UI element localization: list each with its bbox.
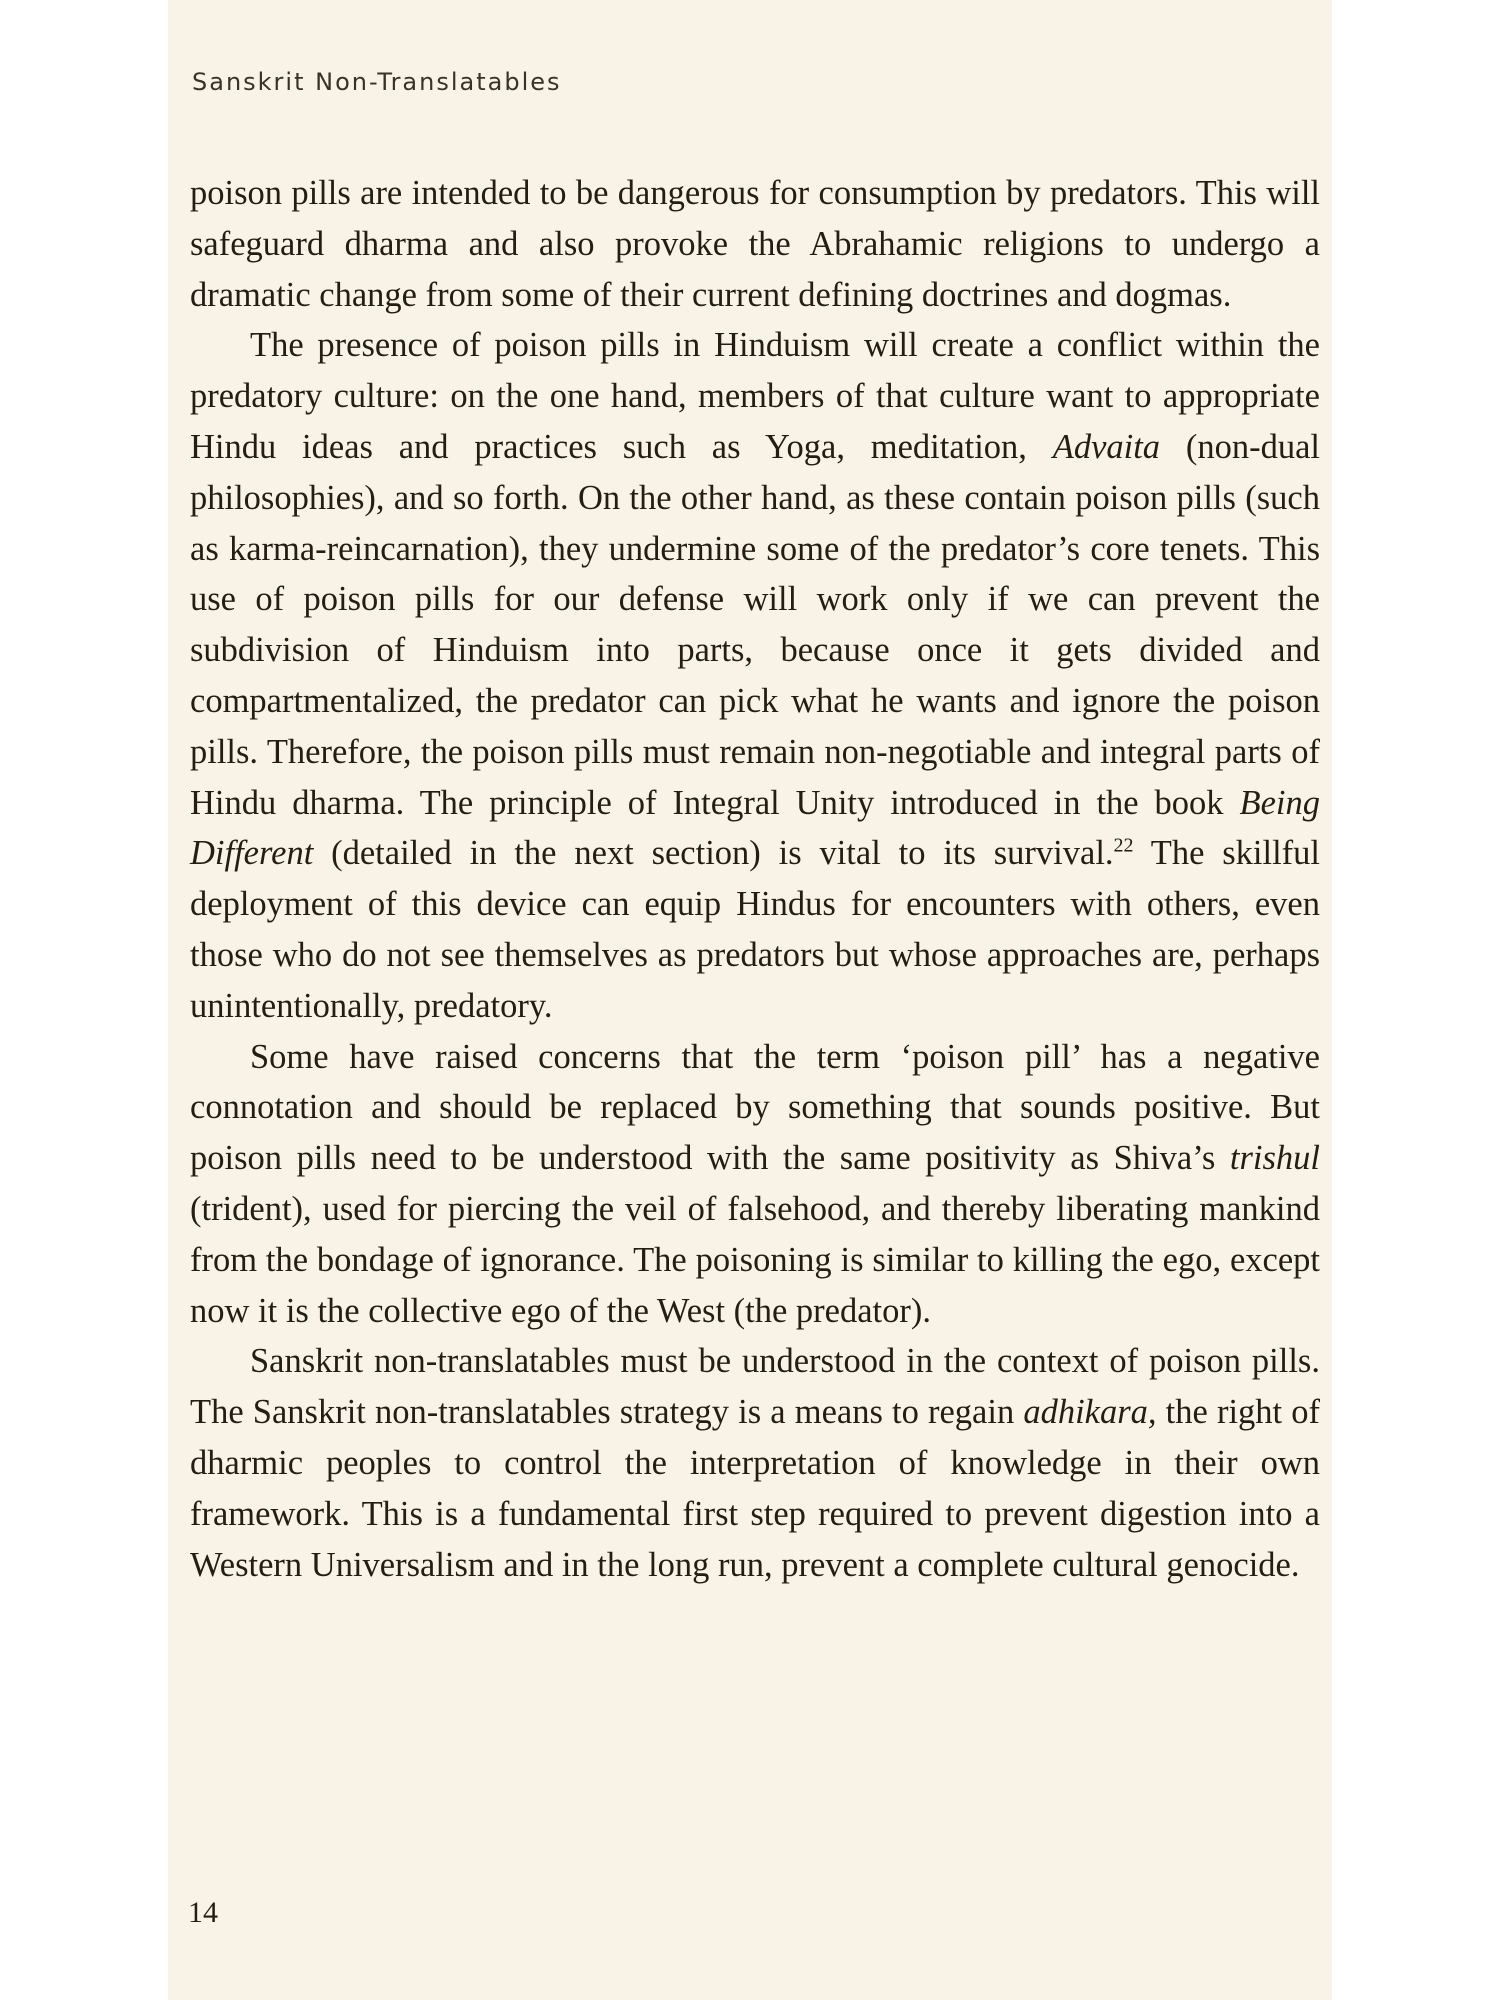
- paragraph-text: Some have raised concerns that the term ‘poison pill’ has a negative connotation and should be replaced by something that sounds positive. But poison pills need to be understood with the same positivity as Shiva’s: [190, 1037, 1320, 1178]
- paragraph-1: [190, 168, 1320, 320]
- paragraph-text: poison pills are intended to be dangerous for consumption by predators. This will safeguard dharma and also provoke the Abrahamic religions to undergo a dramatic change from some of their current defining doctrines and dogmas.: [190, 174, 1320, 314]
- italic-term-advaita: Advaita: [1052, 427, 1161, 466]
- book-page: [168, 0, 1332, 2000]
- running-head: Sanskrit Non-Translatables: [192, 68, 562, 96]
- paragraph-text: The skillful deployment of this device can equip Hindus for encounters with others, even those who do not see themselves as predators but whose approaches are, perhaps unintentionally, predatory.: [190, 834, 1320, 1025]
- paragraph-text: the right of dharmic peoples to control the interpretation of knowledge in their own framework. This is a fundamental first step required to prevent digestion into a Western Universalism and in the long run, prevent a complete cultural genocide.: [190, 1393, 1321, 1584]
- paragraph-text: (non-dual philosophies), and so forth. On the other hand, as these contain poison pills (such as karma-reincarnation), they undermine some of the predator’s core tenets. This use of poison pills for our defense will work only if we can prevent the subdivision of Hinduism into parts, because once it gets divided and compartmentalized, the predator can pick what he wants and ignore the poison pills. Therefore, the poison pills must remain non-negotiable and integral parts of Hindu dharma. The principle of Integral Unity introduced in the book: [190, 427, 1320, 822]
- italic-book-title: Being Different: [190, 783, 1320, 873]
- paragraph-4: [190, 1336, 1320, 1590]
- paragraph-3: [190, 1032, 1320, 1337]
- paragraph-2: [190, 320, 1320, 1031]
- paragraph-text: The presence of poison pills in Hinduism will create a conflict within the predatory culture: on the one hand, members of that culture want to appropriate Hindu ideas and practices such as Yoga, meditation,: [190, 326, 1320, 466]
- page-number: 14: [188, 1896, 218, 1929]
- italic-term-trishul: trishul: [1229, 1139, 1320, 1178]
- paragraph-text: (trident), used for piercing the veil of falsehood, and thereby liberating mankind from the bondage of ignorance. The poisoning is similar to killing the ego, except now it is the collective ego of the West (the predator).: [190, 1189, 1320, 1330]
- paragraph-text: (detailed in the next section) is vital to its survival.: [313, 834, 1114, 873]
- paragraph-text: Sanskrit non-translatables must be understood in the context of poison pills. The Sanskrit non-translatables strategy is a means to regain: [190, 1342, 1320, 1432]
- body-text: [190, 168, 1320, 1590]
- footnote-reference: 22: [1113, 834, 1134, 857]
- italic-term-adhikara: adhikara,: [1023, 1393, 1157, 1432]
